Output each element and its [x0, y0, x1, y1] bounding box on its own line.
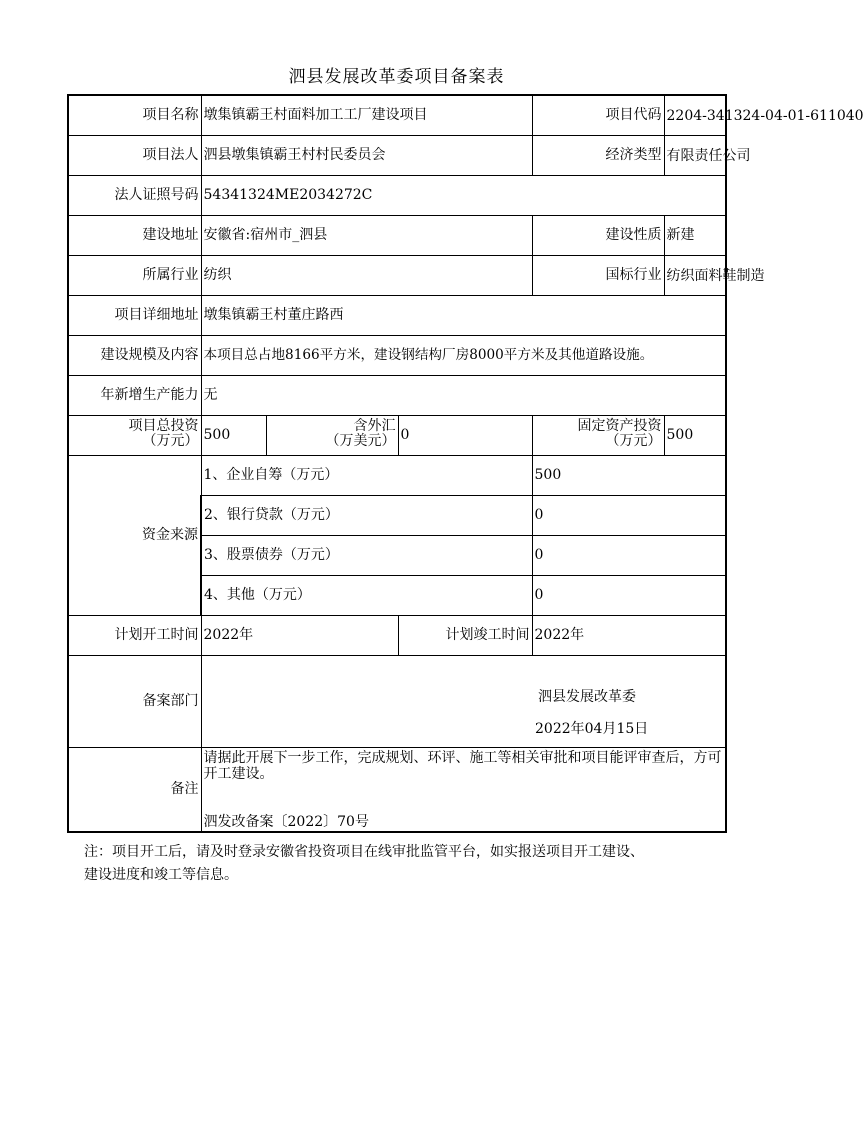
row-capacity: [68, 375, 726, 415]
row-remark: [68, 747, 726, 832]
economic-type-label: 经济类型: [532, 135, 664, 175]
fund-item-value-2: 0: [532, 495, 726, 535]
detail-address-label: 项目详细地址: [68, 295, 201, 335]
detail-address-value: 墩集镇霸王村董庄路西: [201, 295, 726, 335]
fixed-invest-label: 固定资产投资: [577, 417, 662, 434]
row-scale: [68, 335, 726, 375]
national-industry-value: 纺织面料鞋制造: [666, 267, 765, 284]
fund-item-value-3: 0: [532, 535, 726, 575]
total-invest-value: 500: [201, 415, 266, 455]
remark-number: 泗发改备案〔2022〕70号: [203, 813, 369, 830]
fund-item-label-1: 1、企业自筹（万元）: [201, 455, 532, 495]
remark-label: 备注: [68, 747, 201, 832]
location-value: 安徽省:宿州市_泗县: [201, 215, 532, 255]
nature-label: 建设性质: [532, 215, 664, 255]
dept-label: 备案部门: [68, 655, 201, 747]
remark-text: 请据此开展下一步工作，完成规划、环评、施工等相关审批和项目能评审查后，方可开工建设。: [203, 749, 722, 782]
footnote-line-2: 建设进度和竣工等信息。: [84, 867, 238, 883]
fixed-invest-unit: （万元）: [605, 432, 662, 449]
row-location: [68, 215, 726, 255]
fund-source-label: 资金来源: [68, 455, 201, 615]
location-label: 建设地址: [68, 215, 201, 255]
capacity-value: 无: [201, 375, 726, 415]
fund-item-label-3: 3、股票债券（万元）: [201, 535, 532, 575]
cert-no-value: 54341324ME2034272C: [201, 175, 726, 215]
row-industry: [68, 255, 726, 295]
row-detail-address: [68, 295, 726, 335]
project-code-value: 2204-341324-04-01-611040: [666, 108, 864, 124]
nature-value: 新建: [664, 215, 726, 255]
row-cert-no: [68, 175, 726, 215]
scale-value: 本项目总占地8166平方米，建设钢结构厂房8000平方米及其他道路设施。: [201, 335, 726, 375]
footnote-line-1: 注：项目开工后，请及时登录安徽省投资项目在线审批监管平台，如实报送项目开工建设、: [84, 844, 644, 860]
economic-type-value: 有限责任公司: [666, 147, 751, 164]
row-schedule: [68, 615, 726, 655]
finish-value: 2022年: [532, 615, 726, 655]
project-name-value: 墩集镇霸王村面料加工工厂建设项目: [201, 95, 532, 135]
fund-item-value-1: 500: [532, 455, 726, 495]
row-legal-person: [68, 135, 726, 175]
project-code-label: 项目代码: [532, 95, 664, 135]
row-project-name: [68, 95, 726, 135]
project-name-label: 项目名称: [68, 95, 201, 135]
industry-label: 所属行业: [68, 255, 201, 295]
dept-name: 泗县发展改革委: [538, 689, 636, 705]
forex-value: 0: [398, 415, 532, 455]
industry-value: 纺织: [201, 255, 532, 295]
total-invest-label: 项目总投资: [128, 417, 199, 434]
cert-no-label: 法人证照号码: [68, 175, 201, 215]
finish-label: 计划竣工时间: [398, 615, 532, 655]
legal-person-value: 泗县墩集镇霸王村村民委员会: [201, 135, 532, 175]
start-value: 2022年: [201, 615, 398, 655]
fund-item-label-4: 4、其他（万元）: [201, 575, 532, 615]
form-title: 泗县发展改革委项目备案表: [288, 67, 505, 87]
forex-label: 含外汇: [353, 417, 396, 434]
dept-date: 2022年04月15日: [535, 721, 649, 737]
row-investment: [68, 415, 726, 455]
fund-item-label-2: 2、银行贷款（万元）: [201, 495, 532, 535]
fund-row-1: [68, 455, 726, 495]
capacity-label: 年新增生产能力: [68, 375, 201, 415]
total-invest-unit: （万元）: [142, 432, 199, 449]
start-label: 计划开工时间: [68, 615, 201, 655]
forex-unit: （万美元）: [325, 432, 396, 449]
fund-item-value-4: 0: [532, 575, 726, 615]
legal-person-label: 项目法人: [68, 135, 201, 175]
scale-label: 建设规模及内容: [68, 335, 201, 375]
fixed-invest-value: 500: [664, 415, 726, 455]
national-industry-label: 国标行业: [532, 255, 664, 295]
